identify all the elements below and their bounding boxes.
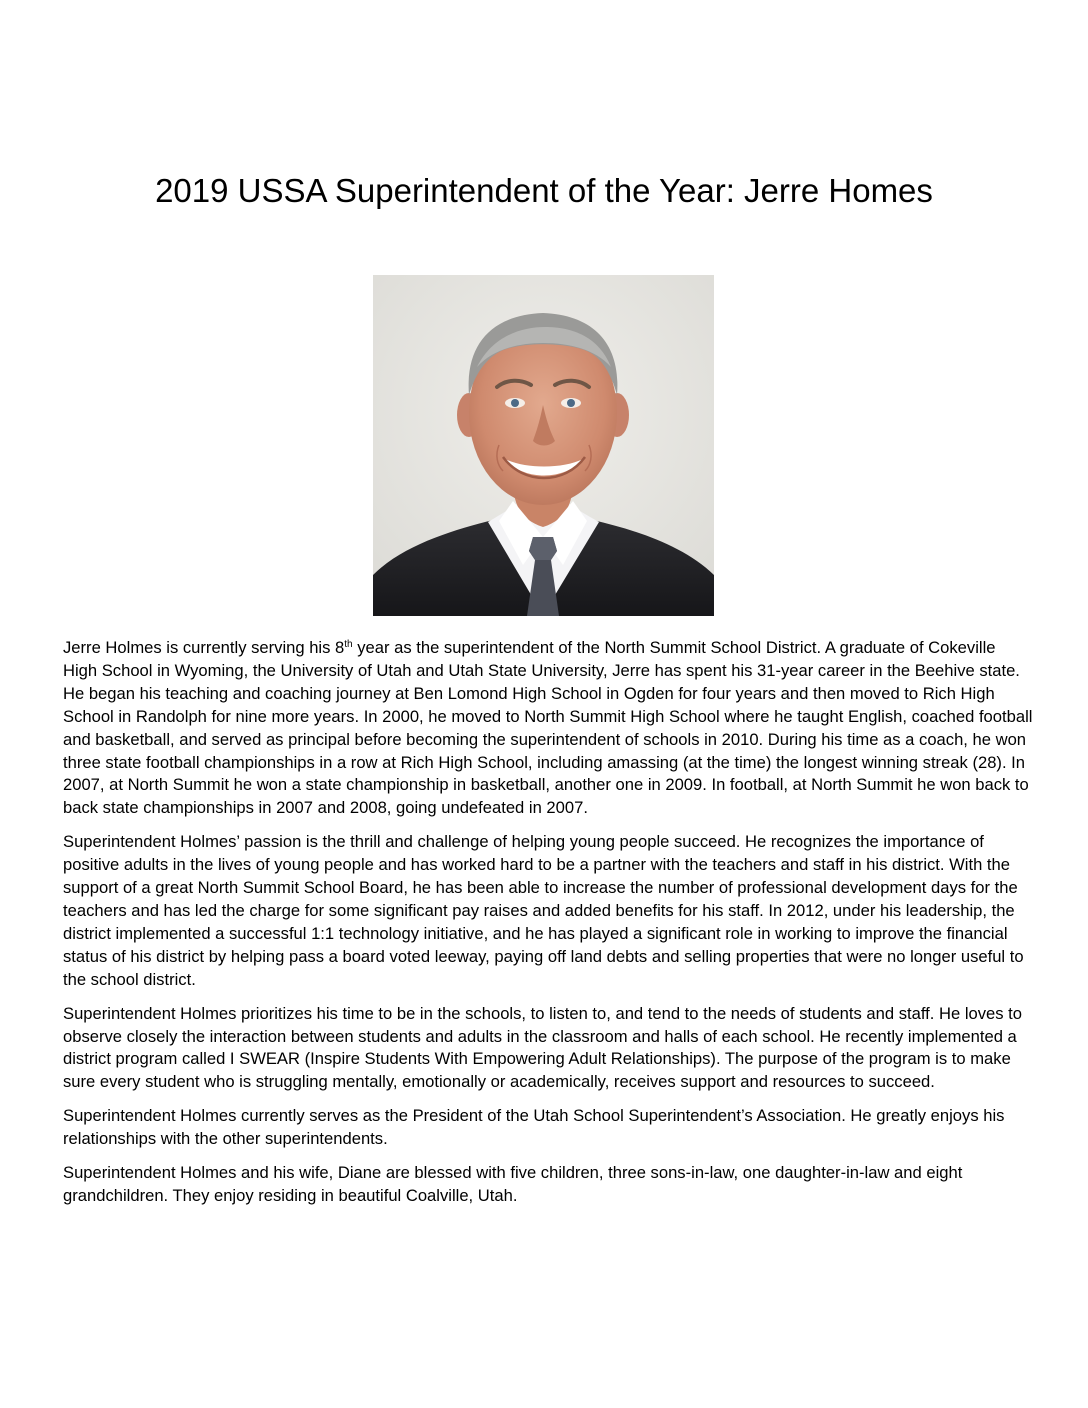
portrait-illustration (373, 275, 714, 616)
paragraph-1-text-b: year as the superintendent of the North Summit School District. A graduate of Cokeville High School in Wyoming, the University of Utah and Utah State University, Jerre has spent his 31-year career in the Beehive state. He began his teaching and coaching journey at Ben Lomond High School in Ogden for four years and then moved to Rich High School in Randolph for nine more years. In 2000, he moved to North Summit High School where he taught English, coached football and basketball, and served as principal before becoming the superintendent of schools in 2010. During his time as a coach, he won three state football championships in a row at Rich High School, including amassing (at the time) the longest winning streak (28). In 2007, at North Summit he won a state championship in basketball, another one in 2009. In football, at North Summit he won back to back state championships in 2007 and 2008, going undefeated in 2007. (63, 638, 1033, 818)
paragraph-2: Superintendent Holmes’ passion is the thrill and challenge of helping young people succeed. He recognizes the importance of positive adults in the lives of young people and has worked hard to be a partner with the teachers and staff in his district. With the support of a great North Summit School Board, he has been able to increase the number of professional development days for the teachers and has led the charge for some significant pay raises and added benefits for his staff. In 2012, under his leadership, the district implemented a successful 1:1 technology initiative, and he has played a significant role in working to improve the financial status of his district by helping pass a board voted leeway, paying off land debts and selling properties that were no longer useful to the school district. (63, 832, 1024, 989)
portrait-photo (373, 275, 714, 616)
paragraph-3: Superintendent Holmes prioritizes his time to be in the schools, to listen to, and tend to the needs of students and staff. He loves to observe closely the interaction between students and adults in the classroom and halls of each school. He recently implemented a district program called I SWEAR (Inspire Students With Empowering Adult Relationships). The purpose of the program is to make sure every student who is struggling mentally, emotionally or academically, receives support and resources to succeed. (63, 1003, 1023, 1092)
article-body (63, 637, 1033, 1219)
paragraph-1-text-a: Jerre Holmes is currently serving his 8 (63, 638, 345, 657)
paragraph-1 (63, 637, 1033, 820)
page-title: 2019 USSA Superintendent of the Year: Jerre Homes (155, 172, 933, 209)
paragraph-4: Superintendent Holmes currently serves as the President of the Utah School Superintendent’s Association. He greatly enjoys his relationships with the other superintendents. (63, 1106, 1005, 1149)
paragraph-5: Superintendent Holmes and his wife, Diane are blessed with five children, three sons-in-law, one daughter-in-law and eight grandchildren. They enjoy residing in beautiful Coalville, Utah. (63, 1163, 963, 1205)
ordinal-superscript: th (344, 639, 353, 650)
